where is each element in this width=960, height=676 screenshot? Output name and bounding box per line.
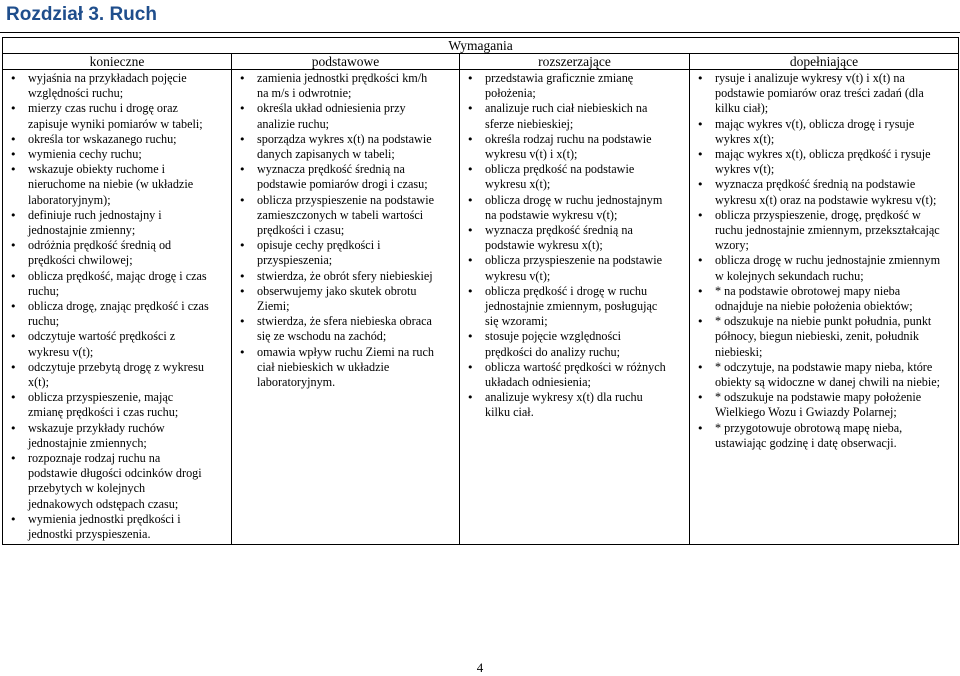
requirement-line: Ziemi; (257, 299, 290, 314)
requirement-item (6, 71, 228, 101)
requirement-line: ciał niebieskich w układzie (257, 359, 390, 374)
requirement-line: oblicza przyspieszenie, drogę, prędkość w (715, 207, 921, 222)
requirement-line: prędkości chwilowej; (28, 253, 133, 268)
requirement-line: podstawie pomiarów drogi i czasu; (257, 177, 428, 192)
requirement-line: podstawie pomiarów oraz treści zadań (dla (715, 86, 924, 101)
requirement-line: wyjaśnia na przykładach pojęcie (28, 71, 187, 85)
requirement-line: definiuje ruch jednostajny i (28, 207, 162, 222)
requirement-item (235, 345, 456, 391)
requirement-line: sporządza wykres x(t) na podstawie (257, 131, 432, 146)
requirement-line: wyznacza prędkość średnią na (257, 162, 405, 177)
requirement-line: jednostki przyspieszenia. (28, 527, 151, 542)
requirement-line: zamieszczonych w tabeli wartości (257, 207, 424, 222)
requirement-line: Wielkiego Wozu i Gwiazdy Polarnej; (715, 405, 897, 420)
requirement-line: wykresu v(t); (485, 268, 551, 283)
requirement-line: w kolejnych sekundach ruchu; (715, 268, 864, 283)
requirement-line: oblicza drogę w ruchu jednostajnym (485, 192, 663, 207)
requirement-line: się ze wschodu na zachód; (257, 329, 387, 344)
column-header-rozszerzajace: rozszerzające (460, 54, 690, 70)
requirement-item (235, 284, 456, 314)
requirement-line: na podstawie wykresu v(t); (485, 207, 618, 222)
requirement-line: sferze niebieskiej; (485, 116, 574, 131)
requirement-item (463, 193, 686, 223)
requirement-item (463, 132, 686, 162)
requirement-line: odczytuje wartość prędkości z (28, 329, 176, 344)
requirement-line: określa tor wskazanego ruchu; (28, 131, 177, 146)
requirement-item (463, 253, 686, 283)
requirement-item (6, 390, 228, 420)
requirement-line: oblicza przyspieszenie na podstawie (257, 192, 434, 207)
requirements-table (2, 37, 959, 545)
requirement-item (693, 71, 955, 117)
requirement-line: stwierdza, że sfera niebieska obraca (257, 314, 432, 329)
requirement-item (693, 390, 955, 420)
requirement-item (693, 117, 955, 147)
requirement-line: odczytuje przebytą drogę z wykresu (28, 359, 204, 374)
requirement-line: obiekty są widoczne w danej chwili na niebie; (715, 375, 941, 390)
column-podstawowe (232, 70, 460, 545)
requirement-line: * odczytuje, na podstawie mapy nieba, które (715, 359, 933, 374)
requirement-line: jednakowych odstępach czasu; (28, 496, 179, 511)
requirement-item (6, 208, 228, 238)
column-header-podstawowe: podstawowe (232, 54, 460, 70)
requirement-line: oblicza przyspieszenie, mając (28, 390, 174, 405)
requirement-line: odróżnia prędkość średnią od (28, 238, 172, 253)
requirement-item (463, 71, 686, 101)
requirement-line: danych zapisanych w tabeli; (257, 147, 395, 162)
column-konieczne (3, 70, 232, 545)
requirement-line: oblicza drogę, znając prędkość i czas (28, 299, 209, 314)
requirement-item (693, 421, 955, 451)
requirement-line: laboratoryjnym. (257, 375, 336, 390)
requirement-line: * odszukuje na niebie punkt południa, punkt (715, 314, 932, 329)
requirement-list (3, 70, 231, 544)
requirement-line: oblicza prędkość i drogę w ruchu (485, 283, 648, 298)
requirement-line: ustawiając godzinę i datę obserwacji. (715, 435, 897, 450)
requirement-line: zapisuje wyniki pomiarów w tabeli; (28, 116, 203, 131)
requirement-item (693, 147, 955, 177)
requirement-line: względności ruchu; (28, 86, 124, 101)
requirement-item (693, 314, 955, 360)
requirement-line: analizuje ruch ciał niebieskich na (485, 101, 648, 116)
requirement-line: mając wykres v(t), oblicza drogę i rysuje (715, 116, 915, 131)
requirement-line: wykresu v(t) i x(t); (485, 147, 578, 162)
requirement-item (693, 360, 955, 390)
requirement-line: określa układ odniesienia przy (257, 101, 406, 116)
requirement-item (6, 451, 228, 512)
requirement-line: przyspieszenia; (257, 253, 333, 268)
requirement-line: wyznacza prędkość średnią na (485, 223, 633, 238)
requirement-line: oblicza przyspieszenie na podstawie (485, 253, 662, 268)
requirement-line: zmianę prędkości i czas ruchu; (28, 405, 179, 420)
requirement-item (6, 421, 228, 451)
requirement-item (693, 284, 955, 314)
requirement-line: przedstawia graficznie zmianę (485, 71, 634, 85)
page-number: 4 (476, 660, 484, 675)
requirement-line: stwierdza, że obrót sfery niebieskiej (257, 268, 433, 283)
requirement-item (6, 147, 228, 162)
requirement-line: zamienia jednostki prędkości km/h (257, 71, 428, 85)
requirement-line: układach odniesienia; (485, 375, 591, 390)
requirement-item (6, 299, 228, 329)
requirement-item (235, 162, 456, 192)
requirement-line: mając wykres x(t), oblicza prędkość i rysuje (715, 147, 931, 162)
requirement-item (463, 223, 686, 253)
column-rozszerzajace (460, 70, 690, 545)
requirement-item (463, 284, 686, 330)
requirement-line: omawia wpływ ruchu Ziemi na ruch (257, 344, 435, 359)
requirement-line: się wzorami; (485, 314, 548, 329)
requirement-line: wymienia cechy ruchu; (28, 147, 142, 162)
requirement-line: kilku ciał); (715, 101, 769, 116)
title-divider (0, 32, 960, 33)
requirement-item (235, 193, 456, 239)
requirement-line: wyznacza prędkość średnią na podstawie (715, 177, 916, 192)
requirement-line: wymienia jednostki prędkości i (28, 511, 181, 526)
requirement-line: * odszukuje na podstawie mapy położenie (715, 390, 922, 405)
requirement-line: położenia; (485, 86, 536, 101)
requirement-line: określa rodzaj ruchu na podstawie (485, 131, 652, 146)
requirement-line: oblicza prędkość, mając drogę i czas (28, 268, 207, 283)
requirement-line: oblicza wartość prędkości w różnych (485, 359, 666, 374)
requirement-item (6, 269, 228, 299)
requirement-line: wskazuje obiekty ruchome i (28, 162, 166, 177)
requirement-item (463, 329, 686, 359)
column-header-dopelniajace: dopełniające (690, 54, 959, 70)
requirement-item (6, 101, 228, 131)
requirement-line: wzory; (715, 238, 749, 253)
requirement-item (463, 162, 686, 192)
requirement-line: oblicza drogę w ruchu jednostajnie zmiennym (715, 253, 941, 268)
requirement-item (693, 253, 955, 283)
requirement-line: przebytych w kolejnych (28, 481, 146, 496)
requirement-item (235, 132, 456, 162)
requirement-line: na m/s i odwrotnie; (257, 86, 352, 101)
requirement-item (235, 269, 456, 284)
requirement-line: stosuje pojęcie względności (485, 329, 622, 344)
requirement-item (235, 238, 456, 268)
requirement-line: * przygotowuje obrotową mapę nieba, (715, 420, 903, 435)
requirement-item (235, 101, 456, 131)
requirement-line: ruchu; (28, 314, 60, 329)
requirement-item (6, 132, 228, 147)
requirement-item (6, 512, 228, 542)
requirement-line: wykresu x(t); (485, 177, 551, 192)
requirement-line: jednostajnie zmiennych; (28, 435, 147, 450)
requirement-line: mierzy czas ruchu i drogę oraz (28, 101, 178, 116)
requirement-line: wykresu v(t); (28, 344, 94, 359)
requirement-item (463, 101, 686, 131)
requirement-line: prędkości i czasu; (257, 223, 345, 238)
requirement-line: obserwujemy jako skutek obrotu (257, 283, 417, 298)
requirement-line: wykres x(t); (715, 131, 775, 146)
requirement-line: * na podstawie obrotowej mapy nieba (715, 283, 901, 298)
requirement-list (232, 70, 459, 392)
requirement-item (235, 71, 456, 101)
requirement-line: wskazuje przykłady ruchów (28, 420, 165, 435)
requirement-line: nieruchome na niebie (w układzie (28, 177, 194, 192)
requirement-line: podstawie długości odcinków drogi (28, 466, 202, 481)
requirement-line: podstawie wykresu x(t); (485, 238, 603, 253)
requirement-line: laboratoryjnym); (28, 192, 111, 207)
requirement-line: kilku ciał. (485, 405, 534, 420)
requirement-item (6, 238, 228, 268)
requirement-line: wykres v(t); (715, 162, 775, 177)
requirement-line: rysuje i analizuje wykresy v(t) i x(t) na (715, 71, 905, 85)
requirement-line: prędkości do analizy ruchu; (485, 344, 621, 359)
requirement-item (235, 314, 456, 344)
requirement-line: jednostajnie zmiennym, posługując (485, 299, 658, 314)
requirement-item (463, 360, 686, 390)
chapter-title: Rozdział 3. Ruch (6, 4, 157, 25)
requirement-item (693, 208, 955, 254)
requirement-line: północy, biegun niebieski, zenit, południk (715, 329, 919, 344)
requirement-item (6, 360, 228, 390)
requirement-line: analizuje wykresy x(t) dla ruchu (485, 390, 643, 405)
column-header-konieczne: konieczne (3, 54, 232, 70)
requirement-line: niebieski; (715, 344, 763, 359)
requirement-line: jednostajnie zmienny; (28, 223, 136, 238)
requirement-line: rozpoznaje rodzaj ruchu na (28, 451, 161, 466)
requirement-line: ruchu; (28, 283, 60, 298)
requirement-line: odnajduje na niebie położenia obiektów; (715, 299, 913, 314)
column-dopelniajace (690, 70, 959, 545)
requirement-item (693, 177, 955, 207)
requirement-line: analizie ruchu; (257, 116, 330, 131)
requirement-list (690, 70, 958, 453)
requirement-item (463, 390, 686, 420)
requirement-line: oblicza prędkość na podstawie (485, 162, 635, 177)
requirement-item (6, 329, 228, 359)
requirement-line: wykresu x(t) oraz na podstawie wykresu v(t); (715, 192, 937, 207)
requirement-line: opisuje cechy prędkości i (257, 238, 381, 253)
requirement-line: ruchu jednostajnie zmiennym, przekształcając (715, 223, 940, 238)
requirement-item (6, 162, 228, 208)
requirement-list (460, 70, 689, 423)
requirement-line: x(t); (28, 375, 49, 390)
requirements-heading: Wymagania (3, 38, 959, 54)
